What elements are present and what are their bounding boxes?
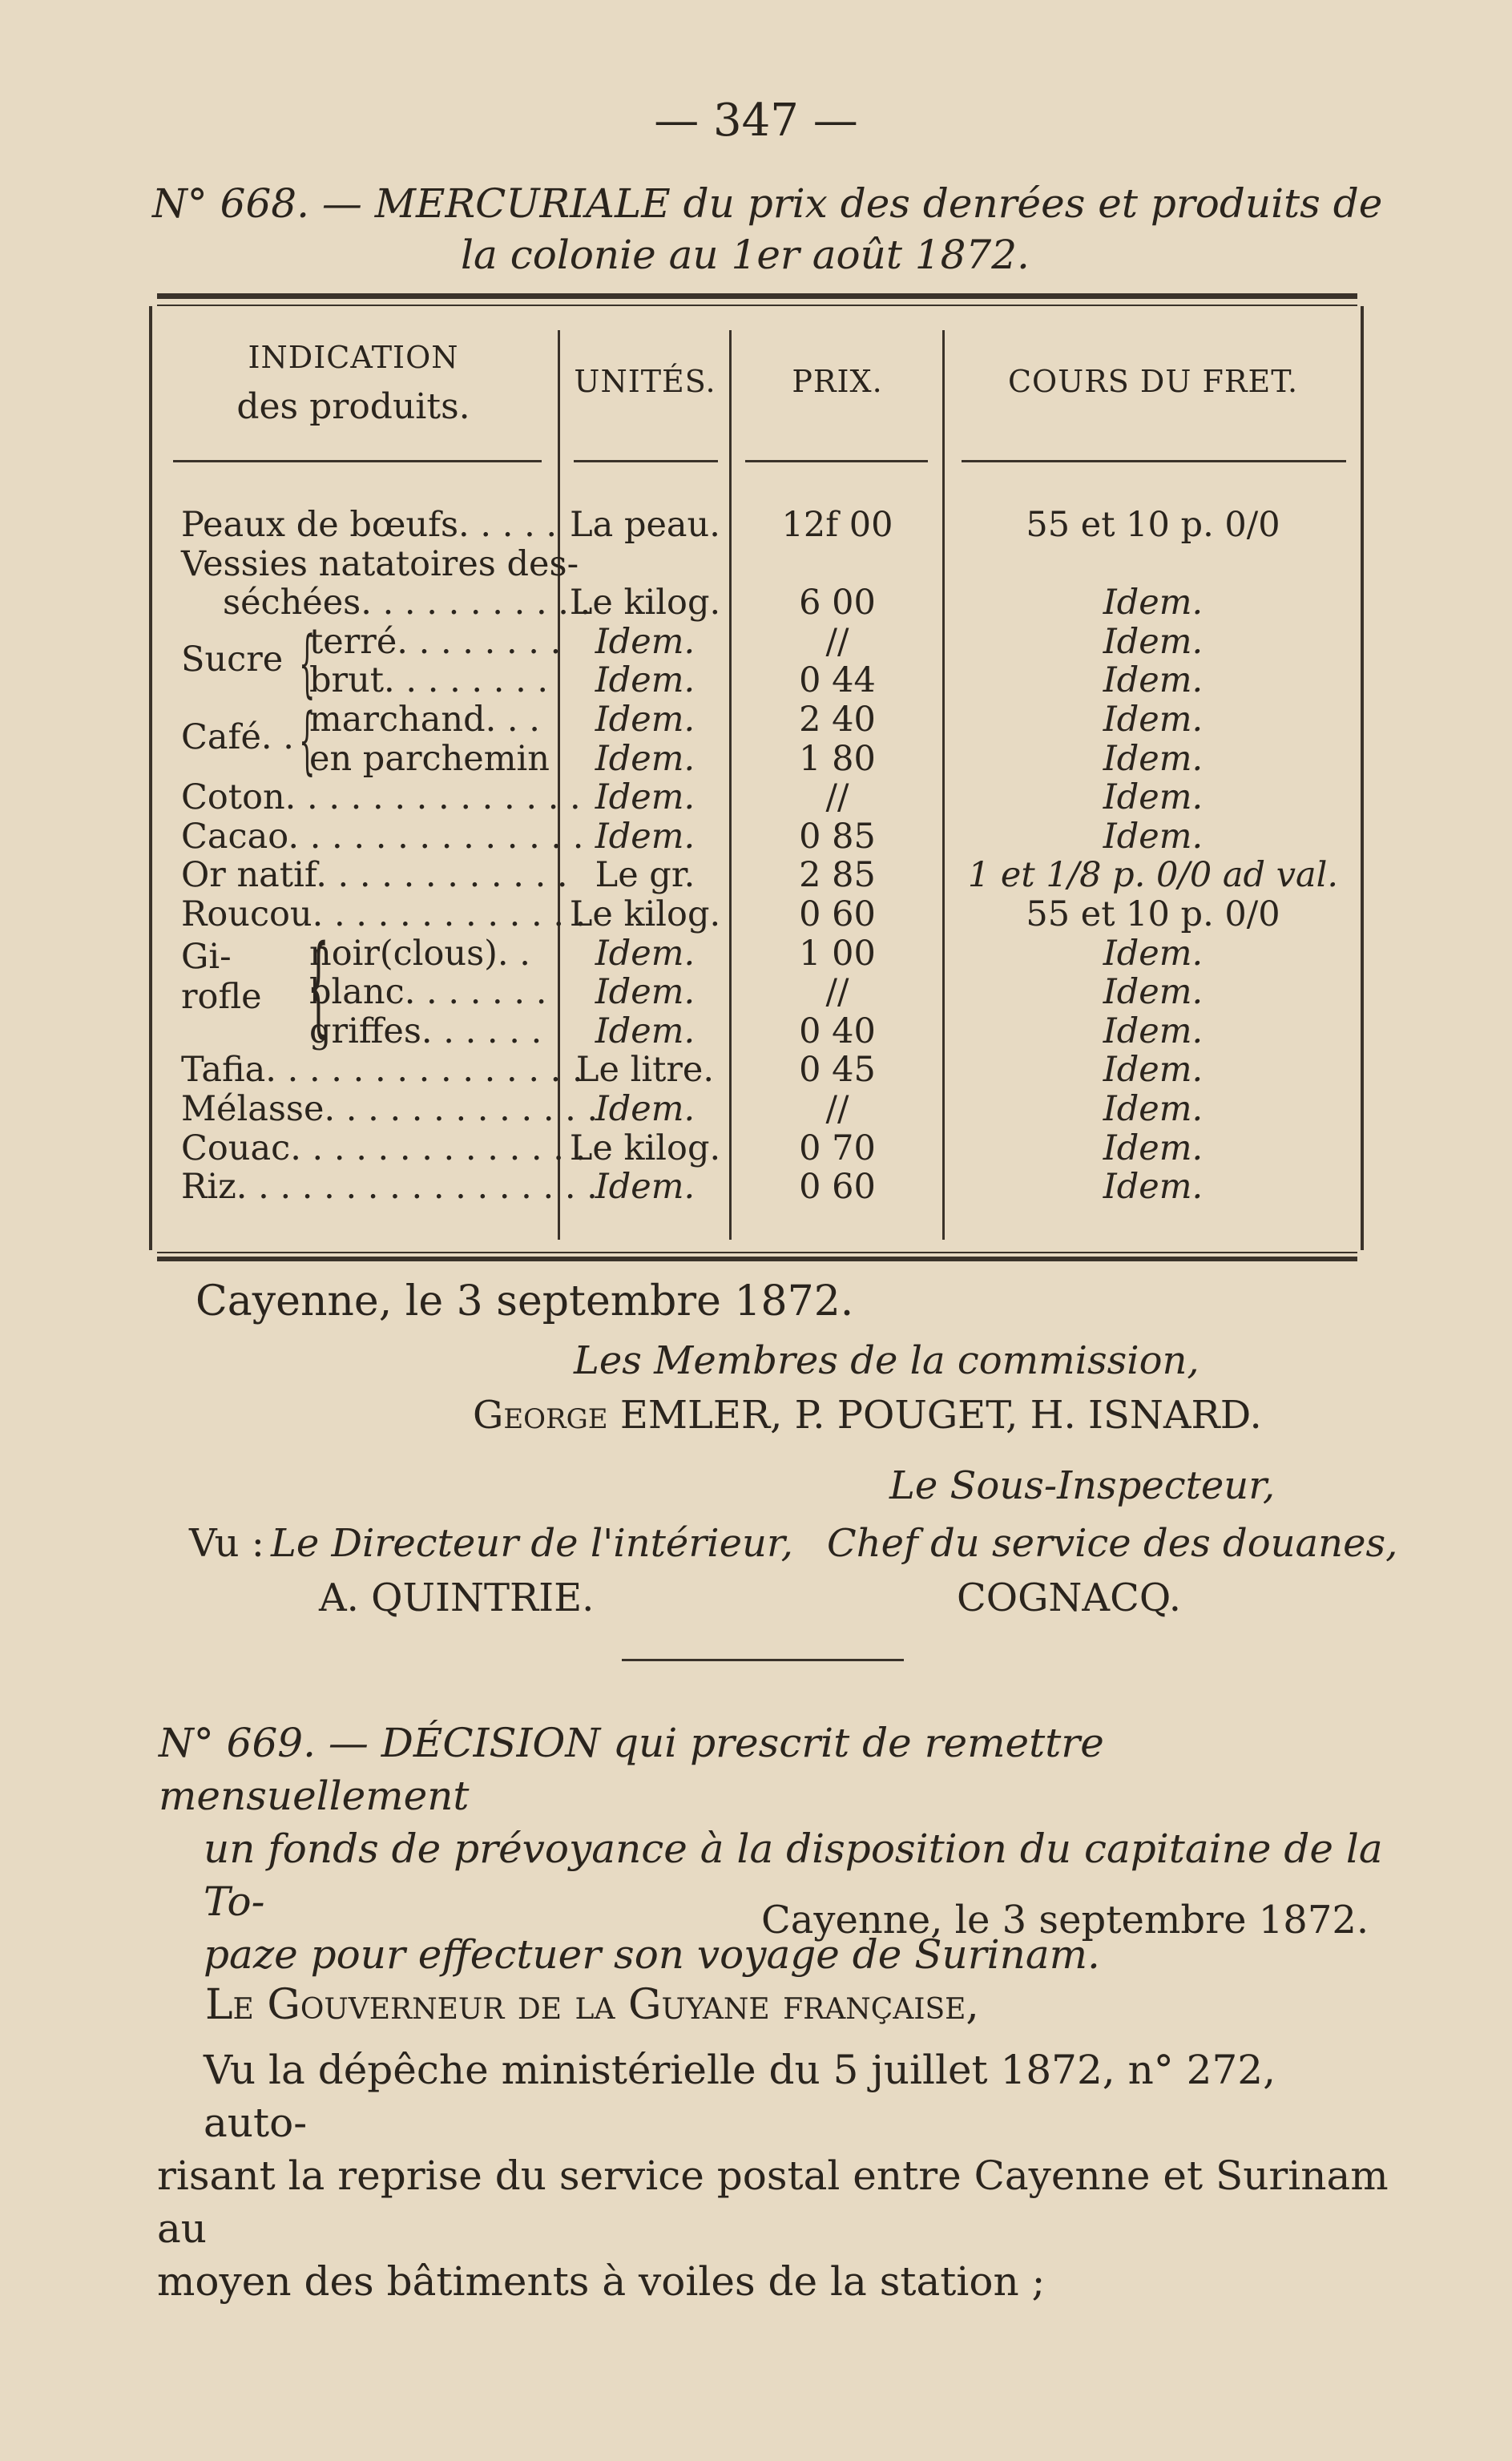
header-rule-fret	[962, 460, 1346, 462]
row-freight: Idem.	[1103, 621, 1204, 662]
header-rule-unites	[574, 460, 718, 462]
header-produit-line-2: des produits.	[236, 386, 470, 427]
chef-douanes: Chef du service des douanes,	[827, 1521, 1398, 1566]
row-freight: Idem.	[1103, 1167, 1204, 1208]
body-line-1: Vu la dépêche ministérielle du 5 juillet 1872, n° 272, auto-	[204, 2047, 1276, 2146]
row-unit: Le kilog.	[569, 1128, 721, 1168]
header-rule-prix	[745, 460, 928, 462]
row-unit: Le litre.	[575, 1050, 715, 1091]
heading-line-2: la colonie au 1er août 1872.	[461, 232, 1030, 278]
brace-girofle: {	[307, 922, 330, 1049]
row-price: //	[825, 1089, 849, 1129]
row-freight: Idem.	[1103, 1050, 1204, 1091]
commission-label: Les Membres de la commission,	[574, 1338, 1200, 1383]
place-date-2: Cayenne, le 3 septembre 1872.	[761, 1898, 1369, 1943]
signature-quintrie: A. QUINTRIE.	[319, 1575, 595, 1620]
brace-cafe: {	[299, 697, 316, 783]
decision-line-1: N° 669. — DÉCISION qui prescrit de remettre mensuellement	[159, 1720, 1104, 1819]
row-group-label: Café. .	[181, 717, 294, 757]
row-product: Riz. . . . . . . . . . . . . . . . .	[181, 1167, 598, 1208]
row-product: marchand. . .	[309, 700, 540, 740]
row-group-label: rofle	[181, 977, 262, 1018]
column-separator-3	[942, 330, 945, 1240]
row-unit: Le kilog.	[569, 583, 721, 623]
commission-names: George EMLER, P. POUGET, H. ISNARD.	[473, 1393, 1262, 1438]
row-product: Or natif. . . . . . . . . . . .	[181, 855, 568, 896]
table-left-border	[149, 306, 152, 1250]
row-product: Peaux de bœufs. . . . .	[181, 505, 558, 545]
row-unit: Idem.	[595, 1011, 696, 1051]
row-product: Vessies natatoires des-	[181, 543, 579, 584]
row-price: 12f 00	[781, 505, 893, 545]
row-product: terré. . . . . . . .	[309, 621, 562, 662]
row-freight: Idem.	[1103, 1089, 1204, 1129]
row-unit: La peau.	[570, 505, 720, 545]
row-product: Tafia. . . . . . . . . . . . . . .	[181, 1050, 583, 1091]
body-line-3: moyen des bâtiments à voiles de la station ;	[157, 2258, 1046, 2305]
row-product: Mélasse. . . . . . . . . . . . .	[181, 1089, 599, 1129]
row-price: 0 60	[799, 1167, 876, 1208]
row-price: //	[825, 972, 849, 1013]
row-price: 1 00	[799, 933, 876, 974]
signature-cognacq: COGNACQ.	[957, 1575, 1182, 1620]
row-freight: Idem.	[1103, 660, 1204, 701]
row-product: brut. . . . . . . .	[309, 660, 549, 701]
row-unit: Idem.	[595, 972, 696, 1013]
row-unit: Idem.	[595, 660, 696, 701]
page-number: — 347 —	[654, 95, 858, 147]
decision-line-3: paze pour effectuer son voyage de Surinam.	[204, 1931, 1100, 1978]
row-price: 0 45	[799, 1050, 876, 1091]
row-unit: Idem.	[595, 777, 696, 818]
row-price: 0 44	[799, 660, 876, 701]
row-unit: Idem.	[595, 933, 696, 974]
row-freight: 55 et 10 p. 0/0	[1026, 894, 1280, 934]
header-prix: PRIX.	[792, 364, 883, 399]
row-unit: Idem.	[595, 700, 696, 740]
row-unit: Idem.	[595, 1167, 696, 1208]
bottom-rule	[157, 1252, 1357, 1253]
vu-label: Vu :	[189, 1521, 264, 1566]
row-product: Couac. . . . . . . . . . . . . .	[181, 1128, 587, 1168]
row-price: 1 80	[799, 738, 876, 779]
sous-inspecteur: Le Sous-Inspecteur,	[889, 1463, 1276, 1508]
row-unit: Idem.	[595, 621, 696, 662]
column-separator-2	[729, 330, 732, 1240]
row-product: blanc. . . . . . .	[309, 972, 547, 1013]
row-price: //	[825, 777, 849, 818]
row-product: griffes. . . . . .	[309, 1011, 542, 1051]
top-rule	[157, 293, 1357, 299]
row-product: séchées. . . . . . . . . . .	[223, 583, 591, 623]
row-product: noir(clous). .	[309, 933, 530, 974]
mercuriale-table	[149, 306, 1367, 1250]
row-freight: Idem.	[1103, 700, 1204, 740]
row-price: 0 40	[799, 1011, 876, 1051]
row-freight: 55 et 10 p. 0/0	[1026, 505, 1280, 545]
header-rule-produit	[173, 460, 542, 462]
row-product: Coton. . . . . . . . . . . . . .	[181, 777, 581, 818]
separator-rule	[622, 1659, 904, 1661]
decision-line-2: un fonds de prévoyance à la disposition du capitaine de la To-	[204, 1826, 1383, 1925]
row-group-label: Gi-	[181, 936, 232, 977]
place-date-1: Cayenne, le 3 septembre 1872.	[196, 1277, 854, 1325]
directeur-interieur: Le Directeur de l'intérieur,	[271, 1521, 793, 1566]
row-price: 2 40	[799, 700, 876, 740]
row-product: en parchemin	[309, 738, 550, 779]
document-heading	[152, 178, 1386, 280]
brace-sucre: {	[299, 620, 316, 706]
row-freight: 1 et 1/8 p. 0/0 ad val.	[967, 855, 1339, 896]
header-unites: UNITÉS.	[574, 364, 716, 399]
row-price: //	[825, 621, 849, 662]
row-price: 0 60	[799, 894, 876, 934]
row-product: Cacao. . . . . . . . . . . . . .	[181, 816, 584, 857]
heading-line-1: N° 668. — MERCURIALE du prix des denrées et produits de	[152, 180, 1383, 227]
row-freight: Idem.	[1103, 816, 1204, 857]
gouverneur-line: Le Gouverneur de la Guyane française,	[205, 1981, 979, 2029]
row-price: 0 85	[799, 816, 876, 857]
row-price: 6 00	[799, 583, 876, 623]
row-group-label: Sucre	[181, 639, 284, 680]
header-fret: COURS DU FRET.	[1007, 364, 1299, 399]
row-freight: Idem.	[1103, 933, 1204, 974]
row-freight: Idem.	[1103, 738, 1204, 779]
row-unit: Idem.	[595, 1089, 696, 1129]
row-product: Roucou. . . . . . . . . . . . .	[181, 894, 587, 934]
row-unit: Idem.	[595, 816, 696, 857]
table-right-border	[1361, 306, 1364, 1250]
row-freight: Idem.	[1103, 1011, 1204, 1051]
row-unit: Idem.	[595, 738, 696, 779]
header-produit-line-1: INDICATION	[248, 340, 459, 375]
row-unit: Le gr.	[595, 855, 696, 896]
row-unit: Le kilog.	[569, 894, 721, 934]
row-price: 2 85	[799, 855, 876, 896]
row-freight: Idem.	[1103, 777, 1204, 818]
body-paragraph	[157, 2043, 1391, 2308]
row-price: 0 70	[799, 1128, 876, 1168]
bottom-rule-thick	[157, 1257, 1357, 1261]
body-line-2: risant la reprise du service postal entre Cayenne et Surinam au	[157, 2152, 1389, 2252]
row-freight: Idem.	[1103, 583, 1204, 623]
row-freight: Idem.	[1103, 1128, 1204, 1168]
row-freight: Idem.	[1103, 972, 1204, 1013]
